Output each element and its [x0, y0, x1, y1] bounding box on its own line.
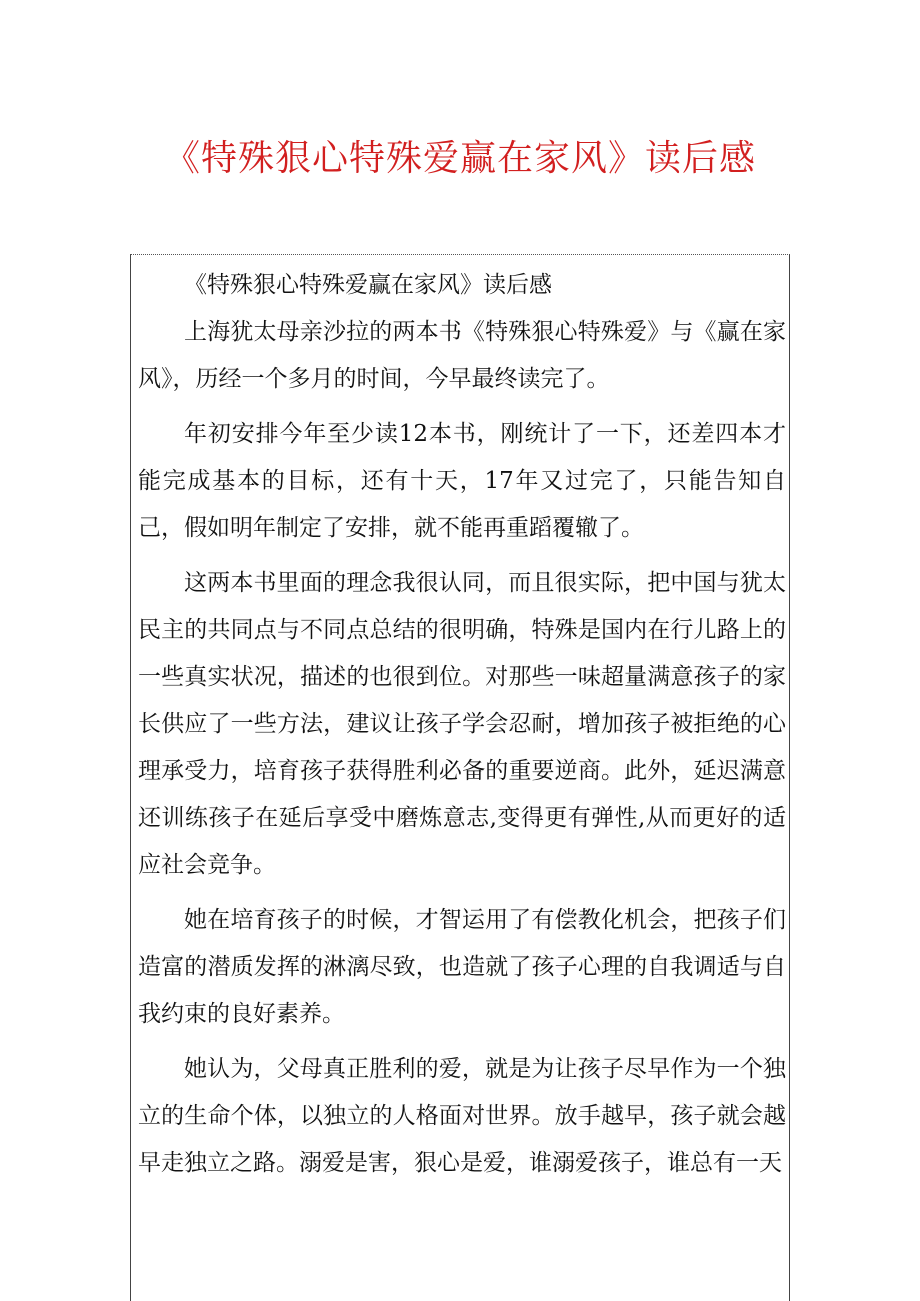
- paragraph: 上海犹太母亲沙拉的两本书《特殊狠心特殊爱》与《赢在家风》，历经一个多月的时间，今早最终读完了。: [138, 319, 786, 392]
- body-subtitle: 《特殊狠心特殊爱赢在家风》读后感: [184, 272, 552, 298]
- paragraph: 年初安排今年至少读12本书，刚统计了一下，还差四本才能完成基本的目标，还有十天，17年又过完了，只能告知自己，假如明年制定了安排，就不能再重蹈覆辙了。: [138, 421, 786, 541]
- paragraph: 她在培育孩子的时候，才智运用了有偿教化机会，把孩子们造富的潜质发挥的淋漓尽致，也造就了孩子心理的自我调适与自我约束的良好素养。: [138, 907, 786, 1027]
- document-title: 《特殊狠心特殊爱赢在家风》读后感: [163, 138, 756, 179]
- document-body: [138, 262, 786, 1187]
- paragraph: 她认为，父母真正胜利的爱，就是为让孩子尽早作为一个独立的生命个体，以独立的人格面对世界。放手越早，孩子就会越早走独立之路。溺爱是害，狠心是爱，谁溺爱孩子，谁总有一天: [138, 1056, 786, 1176]
- paragraph: 这两本书里面的理念我很认同，而且很实际，把中国与犹太民主的共同点与不同点总结的很明确，特殊是国内在行儿路上的一些真实状况，描述的也很到位。对那些一味超量满意孩子的家长供应了一些方法，建议让孩子学会忍耐，增加孩子被拒绝的心理承受力，培育孩子获得胜利必备的重要逆商。此外，延迟满意还训练孩子在延后享受中磨炼意志,变得更有弹性,从而更好的适应社会竞争。: [138, 570, 786, 878]
